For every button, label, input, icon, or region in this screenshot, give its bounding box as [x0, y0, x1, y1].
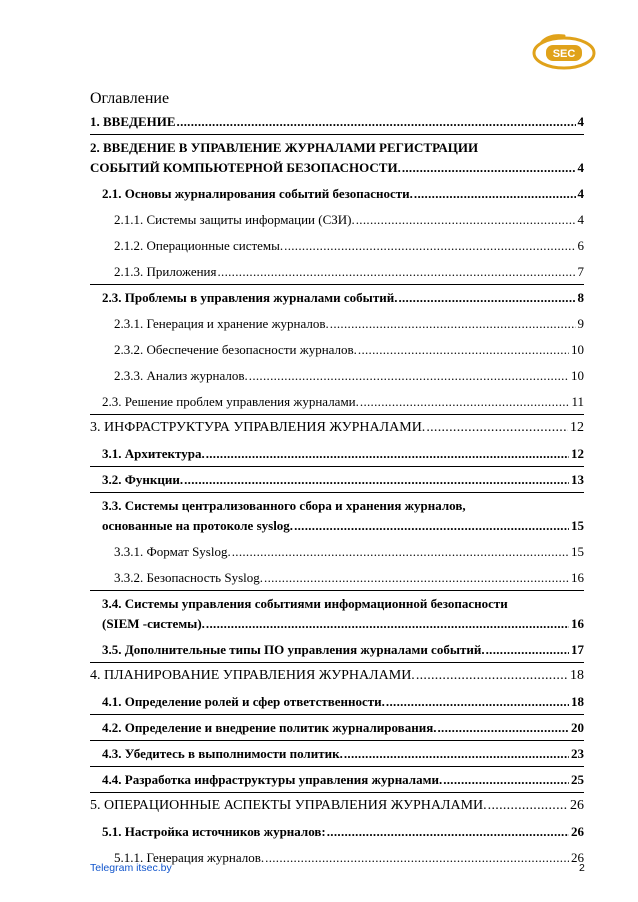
- toc-page-number: 26: [571, 850, 584, 865]
- toc-page-number: 6: [577, 238, 584, 253]
- toc-entry-label: 3.3.1. Формат Syslog.: [114, 544, 231, 559]
- toc-leader: [249, 368, 569, 384]
- toc-entry[interactable]: [90, 694, 584, 710]
- toc-page-number: 20: [571, 720, 584, 735]
- toc-page-number: 26: [571, 824, 584, 839]
- toc-entry[interactable]: [90, 714, 584, 736]
- toc-entry-label: 2.1.3. Приложения: [114, 264, 217, 279]
- toc-entry[interactable]: [90, 134, 584, 176]
- toc-page-number: 7: [577, 264, 584, 279]
- toc-page-number: 23: [571, 746, 584, 761]
- toc-leader: [294, 518, 569, 534]
- footer-telegram-link[interactable]: Telegram itsec.by: [90, 862, 172, 874]
- toc-leader: [416, 668, 568, 684]
- toc-entry[interactable]: [90, 212, 584, 228]
- toc-title: Оглавление: [90, 90, 170, 107]
- toc-page-number: 15: [571, 544, 584, 559]
- toc-leader: [206, 446, 569, 462]
- toc-entry-label: 3.3.2. Безопасность Syslog.: [114, 570, 264, 585]
- toc-entry-label: 3. ИНФРАСТРУКТУРА УПРАВЛЕНИЯ ЖУРНАЛАМИ.: [90, 420, 426, 435]
- toc-page-number: 16: [571, 616, 584, 631]
- toc-entry[interactable]: [90, 186, 584, 202]
- toc-leader: [443, 772, 569, 788]
- toc-page-number: 12: [570, 420, 584, 435]
- toc-entry-label: 2.3.3. Анализ журналов.: [114, 368, 248, 383]
- toc-entry-label: 2.1. Основы журналирования событий безопасности.: [102, 186, 413, 201]
- toc-leader: [284, 238, 575, 254]
- toc-entry-label: 1. ВВЕДЕНИЕ: [90, 114, 176, 129]
- toc-entry-label: 3.1. Архитектура.: [102, 446, 205, 461]
- toc-entry[interactable]: [90, 238, 584, 254]
- toc-entry[interactable]: [90, 446, 584, 462]
- toc-entry-label: 2.3. Решение проблем управления журналами.: [102, 394, 359, 409]
- toc-page-number: 15: [571, 518, 584, 533]
- toc-entry-label: 5. ОПЕРАЦИОННЫЕ АСПЕКТЫ УПРАВЛЕНИЯ ЖУРНАЛАМИ.: [90, 798, 487, 813]
- toc-leader: [426, 420, 568, 436]
- toc-leader: [414, 186, 576, 202]
- toc-entry-label-line1: 3.3. Системы централизованного сбора и хранения журналов,: [102, 498, 466, 513]
- toc-leader: [437, 720, 569, 736]
- toc-entry-label: 4.1. Определение ролей и сфер ответственности.: [102, 694, 385, 709]
- toc-leader: [360, 394, 570, 410]
- toc-page-number: 10: [571, 342, 584, 357]
- toc-page-number: 18: [571, 694, 584, 709]
- toc-entry-label: 5.1.1. Генерация журналов.: [114, 850, 265, 865]
- toc-page-number: 11: [571, 394, 584, 409]
- toc-page-number: 4: [577, 114, 584, 129]
- toc-leader: [486, 642, 569, 658]
- table-of-contents: [90, 110, 584, 866]
- toc-leader: [398, 290, 575, 306]
- toc-entry-label: СОБЫТИЙ КОМПЬЮТЕРНОЙ БЕЗОПАСНОСТИ.: [90, 160, 401, 175]
- toc-leader: [184, 472, 569, 488]
- toc-entry[interactable]: [90, 492, 584, 534]
- toc-entry[interactable]: [90, 590, 584, 632]
- toc-entry-label: 4.3. Убедитесь в выполнимости политик.: [102, 746, 343, 761]
- toc-leader: [358, 342, 569, 358]
- toc-entry[interactable]: [90, 824, 584, 840]
- toc-entry[interactable]: [90, 114, 584, 130]
- toc-entry[interactable]: [90, 368, 584, 384]
- toc-entry-label: основанные на протоколе syslog.: [102, 518, 294, 533]
- toc-entry[interactable]: [90, 740, 584, 762]
- toc-entry-label: 2.1.1. Системы защиты информации (СЗИ).: [114, 212, 355, 227]
- svg-text:SEC: SEC: [552, 48, 576, 60]
- toc-entry-label: (SIEM -системы).: [102, 616, 205, 631]
- toc-leader: [264, 570, 569, 586]
- toc-entry-label: 2.1.2. Операционные системы.: [114, 238, 284, 253]
- toc-page-number: 4: [577, 160, 584, 175]
- toc-entry-label: 4.4. Разработка инфраструктуры управления журналами.: [102, 772, 443, 787]
- toc-entry[interactable]: [90, 342, 584, 358]
- toc-leader: [217, 264, 575, 280]
- toc-page-number: 26: [570, 798, 584, 813]
- toc-leader: [177, 114, 576, 130]
- toc-page-number: 18: [570, 668, 584, 683]
- toc-page-number: 17: [571, 642, 584, 657]
- toc-entry-label: 2.3.1. Генерация и хранение журналов.: [114, 316, 329, 331]
- toc-entry-label: 4. ПЛАНИРОВАНИЕ УПРАВЛЕНИЯ ЖУРНАЛАМИ.: [90, 668, 415, 683]
- toc-entry[interactable]: [90, 544, 584, 560]
- toc-page-number: 12: [571, 446, 584, 461]
- toc-entry[interactable]: [90, 264, 584, 280]
- sec-logo-icon: [528, 32, 600, 72]
- toc-entry[interactable]: [90, 284, 584, 306]
- toc-entry-label: 2.3. Проблемы в управления журналами событий.: [102, 290, 398, 305]
- toc-leader: [356, 212, 576, 228]
- toc-page-number: 16: [571, 570, 584, 585]
- toc-entry-label: 2.3.2. Обеспечение безопасности журналов.: [114, 342, 357, 357]
- toc-page-number: 8: [577, 290, 584, 305]
- toc-entry-label: 4.2. Определение и внедрение политик журналирования.: [102, 720, 437, 735]
- toc-page-number: 9: [577, 316, 584, 331]
- toc-leader: [402, 160, 576, 176]
- toc-leader: [327, 824, 569, 840]
- toc-entry[interactable]: [90, 316, 584, 332]
- toc-entry-label: 3.5. Дополнительные типы ПО управления журналами событий.: [102, 642, 485, 657]
- toc-entry[interactable]: [90, 570, 584, 586]
- toc-entry[interactable]: [90, 394, 584, 410]
- toc-leader: [265, 850, 569, 866]
- toc-page-number: 13: [571, 472, 584, 487]
- footer-page-number: 2: [579, 862, 585, 874]
- toc-page-number: 25: [571, 772, 584, 787]
- toc-entry[interactable]: [90, 662, 584, 684]
- toc-leader: [330, 316, 576, 332]
- toc-page-number: 10: [571, 368, 584, 383]
- toc-leader: [206, 616, 569, 632]
- toc-entry-label-line1: 2. ВВЕДЕНИЕ В УПРАВЛЕНИЕ ЖУРНАЛАМИ РЕГИСТРАЦИИ: [90, 140, 479, 155]
- toc-entry[interactable]: [90, 766, 584, 788]
- toc-entry[interactable]: [90, 466, 584, 488]
- toc-page-number: 4: [577, 186, 584, 201]
- toc-leader: [232, 544, 569, 560]
- toc-leader: [386, 694, 569, 710]
- toc-entry-label-line1: 3.4. Системы управления событиями информационной безопасности: [102, 596, 508, 611]
- toc-entry-label: 5.1. Настройка источников журналов:: [102, 824, 326, 839]
- toc-entry[interactable]: [90, 792, 584, 814]
- toc-entry-label: 3.2. Функции.: [102, 472, 184, 487]
- toc-leader: [344, 746, 569, 762]
- toc-entry[interactable]: [90, 414, 584, 436]
- toc-entry[interactable]: [90, 642, 584, 658]
- toc-leader: [488, 798, 568, 814]
- toc-page-number: 4: [577, 212, 584, 227]
